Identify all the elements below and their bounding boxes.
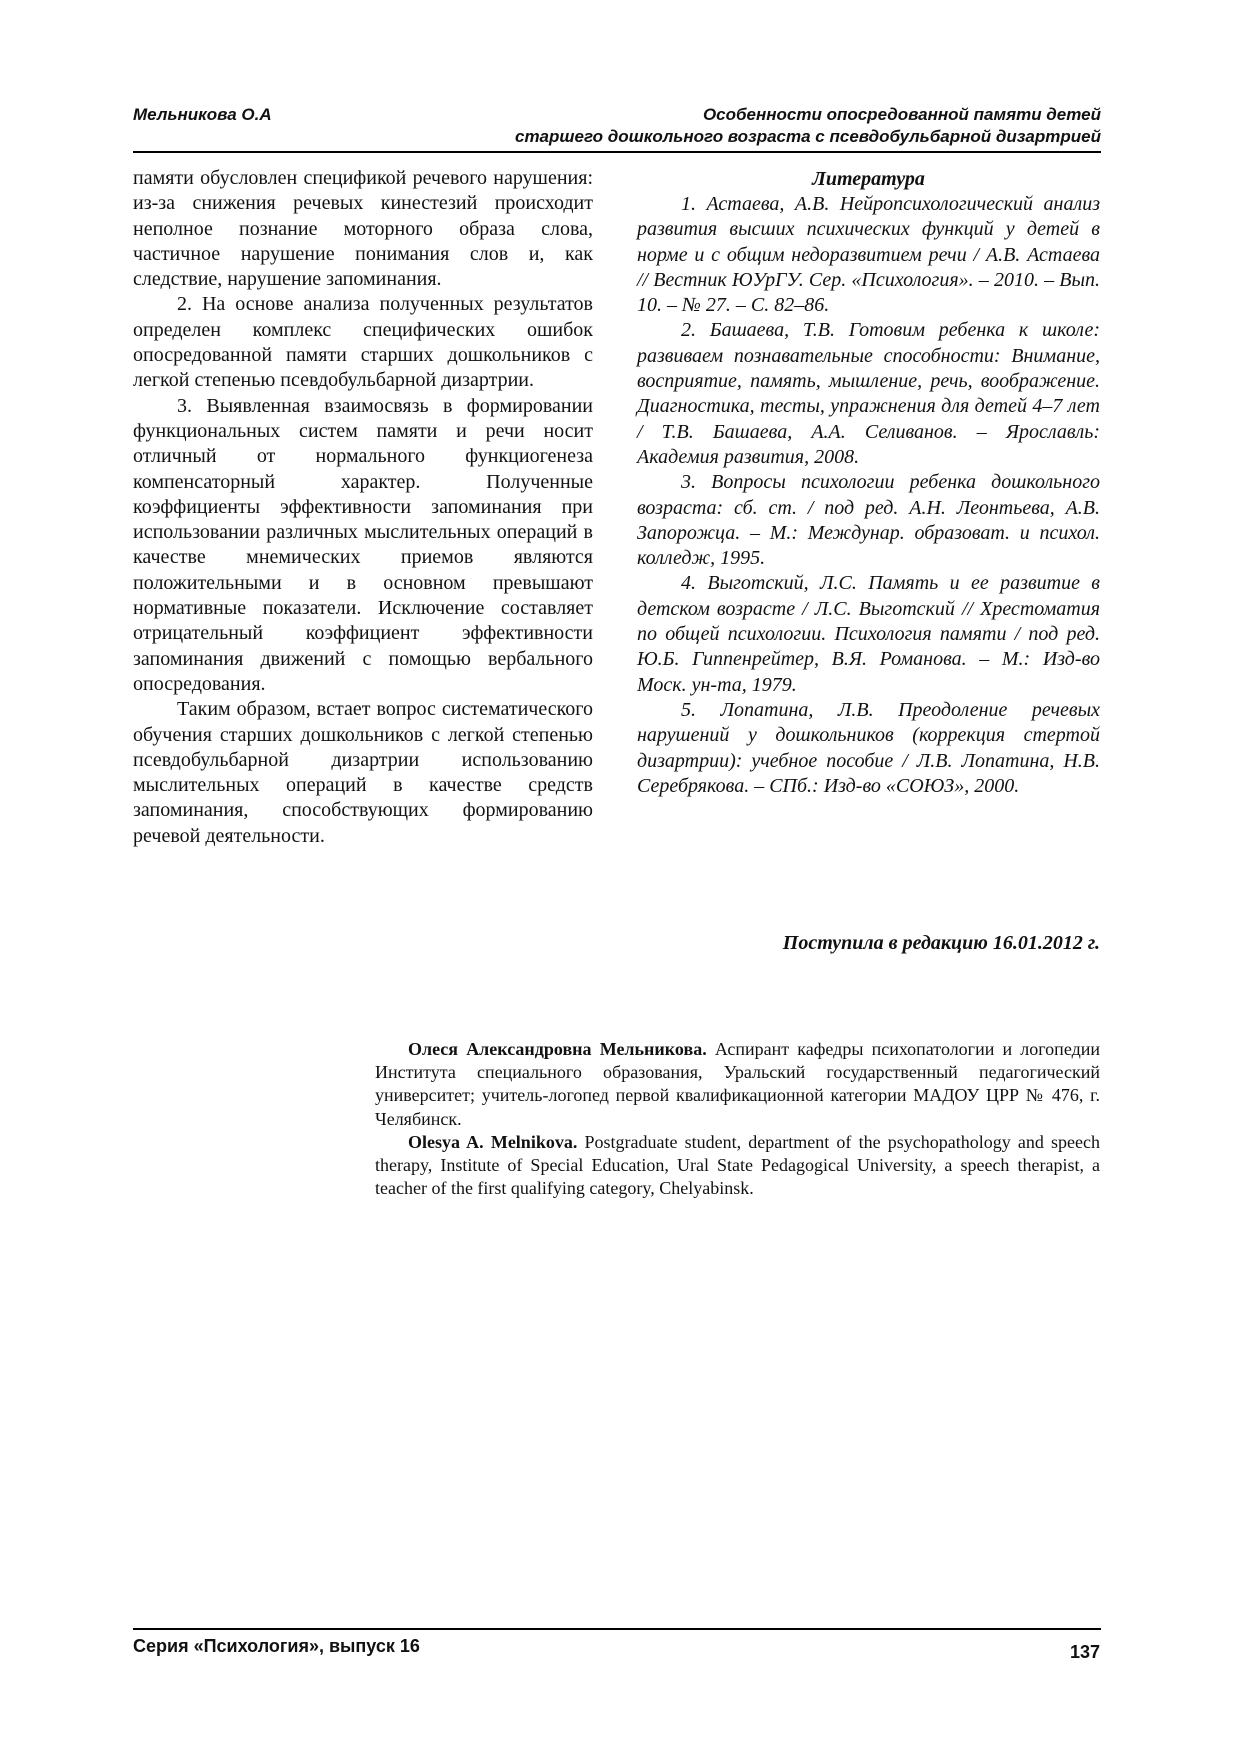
body-paragraph: 3. Выявленная взаимосвязь в формировании функциональных систем памяти и речи носит отличный от нормального функциогенеза компенсаторный характер. Полученные коэффициенты эффективности запоминания при использовании различных мыслительных операций в качестве мнемических приемов являются положительными и в основном превышают нормативные показатели. Исключение составляет отрицательный коэффициент эффективности запоминания движений с помощью вербального опосредования. [133,394,593,695]
received-date: Поступила в редакцию 16.01.2012 г. [782,932,1100,954]
bio-ru [375,1038,1100,1131]
left-column [133,166,593,849]
reference-item: 5. Лопатина, Л.В. Преодоление речевых нарушений у дошкольников (коррекция стертой дизартрии): учебное пособие / Л.В. Лопатина, Н.В. Серебрякова. – СПб.: Изд-во «СОЮЗ», 2000. [637,698,1100,797]
references-heading: Литература [812,168,925,190]
page-number: 137 [1069,1642,1100,1662]
body-paragraph: Таким образом, встает вопрос систематического обучения старших дошкольников с легкой степенью псевдобульбарной дизартрии использованию мыслительных операций в качестве средств запоминания, способствующих формированию речевой деятельности. [133,698,593,847]
footer-series: Серия «Психология», выпуск 16 [133,1636,420,1656]
reference-item: 1. Астаева, А.В. Нейропсихологический анализ развития высших психических функций у детей в норме и с общим недоразвитием речи / А.В. Астаева // Вестник ЮУрГУ. Сер. «Психология». – 2010. – Вып. 10. – № 27. – С. 82–86. [637,193,1100,317]
header-title [515,104,1101,148]
reference-item: 3. Вопросы психологии ребенка дошкольного возраста: сб. ст. / под ред. А.Н. Леонтьева, А.В. Запорожца. – М.: Междунар. образоват. и психол. колледж, 1995. [637,471,1100,570]
bio-ru-text: Аспирант кафедры психопатологии и логопедии Института специального образования, Уральский государственный педагогический университет; учитель-логопед первой квалификационной категории МАДОУ ЦРР № 476, г. Челябинск. [375,1039,1100,1129]
bio-en-name: Olesya A. Melnikova. [408,1131,578,1152]
bio-ru-name: Олеся Александровна Мельникова. [408,1039,707,1059]
header-title-line-1: Особенности опосредованной памяти детей [702,105,1101,124]
reference-item: 4. Выготский, Л.С. Память и ее развитие в детском возрасте / Л.С. Выготский // Хрестоматия по общей психологии. Психология памяти / под ред. Ю.Б. Гиппенрейтер, В.Я. Романова. – М.: Изд-во Моск. ун-та, 1979. [637,572,1100,696]
bio-en-text: Postgraduate student, department of the psychopathology and speech therapy, Institute of Special Education, Ural State Pedagogical University, a speech therapist, a teacher of the first qualifying category, Chelyabinsk. [375,1131,1100,1199]
bio-en [375,1131,1100,1201]
references-column [637,166,1100,799]
header-rule [133,151,1101,153]
header-author: Мельникова О.А [133,105,272,124]
body-paragraph: памяти обусловлен спецификой речевого нарушения: из-за снижения речевых кинестезий происходит неполное познание моторного образа слова, частичное нарушение понимания слов и, как следствие, нарушение запоминания. [133,167,593,291]
footer-rule [133,1628,1101,1630]
body-paragraph: 2. На основе анализа полученных результатов определен комплекс специфических ошибок опосредованной памяти старших дошкольников с легкой степенью псевдобульбарной дизартрии. [133,293,593,392]
reference-item: 2. Башаева, Т.В. Готовим ребенка к школе: развиваем познавательные способности: Внимание, восприятие, память, мышление, речь, воображение. Диагностика, тесты, упражнения для детей 4–7 лет / Т.В. Башаева, А.А. Селиванов. – Ярославль: Академия развития, 2008. [637,319,1100,468]
header-title-line-2: старшего дошкольного возраста с псевдобульбарной дизартрией [514,127,1101,146]
author-bio [375,1038,1100,1200]
